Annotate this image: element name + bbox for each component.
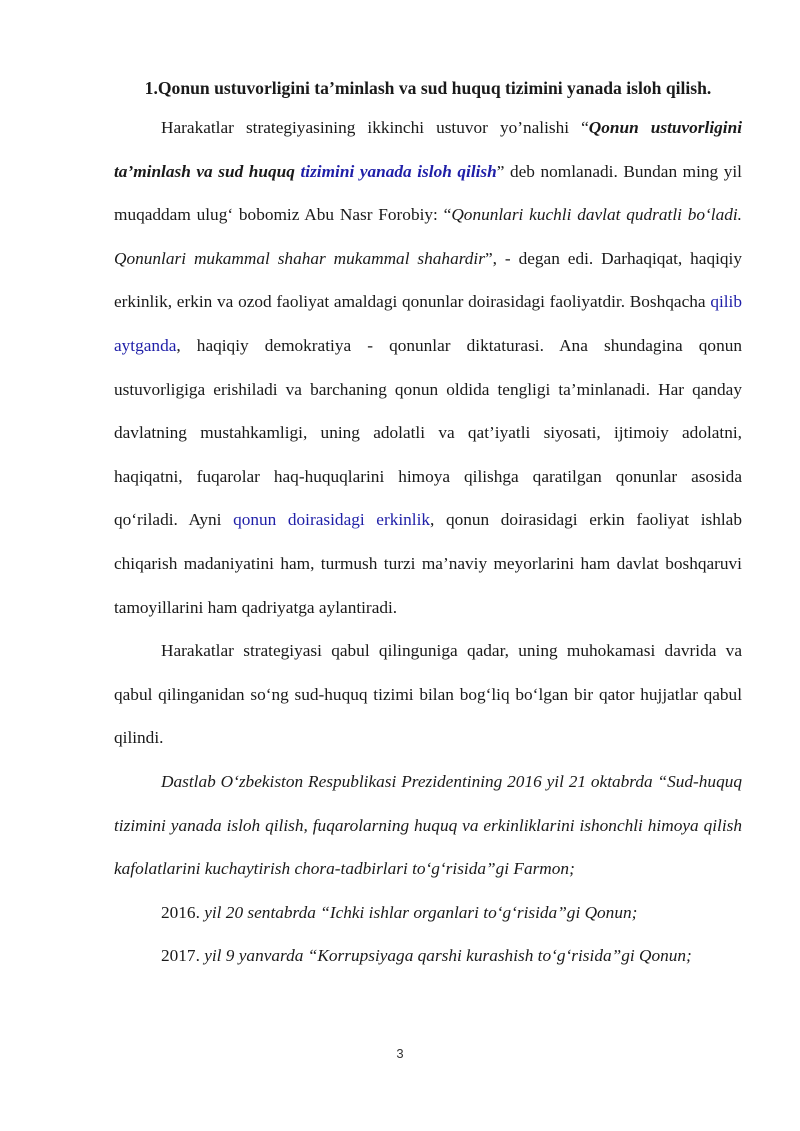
p1-text-5: , qonun doirasidagi erkin faoliyat ishlab chiqarish madaniyatini ham, turmush turzi ma’naviy meyorlarini ham davlat boshqaruvi tamoyillarini ham qadriyatga aylantiradi. — [114, 510, 742, 617]
p1-text-1: Harakatlar strategiyasining ikkinchi ustuvor yo’nalishi “ — [161, 118, 589, 137]
p1-bold-title: Qonun ustuvorligini ta’minlash va sud huquq — [114, 118, 742, 181]
paragraph-decree-2016: Dastlab O‘zbekiston Respublikasi Prezidentining 2016 yil 21 oktabrda “Sud-huquq tizimini yanada isloh qilish, fuqarolarning huquq va erkinliklarini ishonchli himoya qilish kafolatlarini kuchaytirish chora-tadbirlari to‘g‘risida”gi Farmon; — [114, 771, 742, 879]
section-heading: 1.Qonun ustuvorligini ta’minlash va sud huquq tizimini yanada isloh qilish. — [144, 78, 712, 98]
p5-year: 2017. — [161, 946, 200, 966]
paragraph-documents-intro: Harakatlar strategiyasi qabul qilinguniga qadar, uning muhokamasi davrida va qabul qilinganidan so‘ng sud-huquq tizimi bilan bog‘liq bo‘lgan bir qator hujjatlar qabul qilindi. — [114, 641, 742, 748]
p1-text-4: , haqiqiy demokratiya - qonunlar diktaturasi. Ana shundagina qonun ustuvorligiga erishiladi va barchaning qonun oldida tengligi ta’minlanadi. Har qanday davlatning mustahkamligi, uning adolatli va qat’iyatli siyosati, ijtimoiy adolatni, haqiqatni, fuqarolar haq-huquqlarini himoya qilishga qaratilgan qonunlar asosida qo‘riladi. Ayni — [114, 335, 742, 530]
paragraph-law-2016 — [114, 891, 742, 935]
page-number: 3 — [396, 1046, 404, 1061]
p1-blue-phrase-1: qilib aytganda — [114, 292, 742, 355]
p1-bold-title-link: tizimini yanada isloh qilish — [300, 161, 497, 181]
paragraph-strategy — [114, 106, 742, 629]
p1-blue-phrase-2: qonun doirasidagi erkinlik — [233, 510, 431, 530]
paragraph-law-2017 — [114, 934, 742, 978]
p1-text-2: ” deb nomlanadi. Bundan ming yil muqaddam ulug‘ bobomiz Abu Nasr Forobiy: “ — [114, 161, 742, 225]
p4-text: yil 20 sentabrda “Ichki ishlar organlari to‘g‘risida”gi Qonun; — [199, 902, 638, 922]
p1-text-3: ”, - degan edi. Darhaqiqat, haqiqiy erkinlik, erkin va ozod faoliyat amaldagi qonunlar doirasidagi faoliyatdir. Boshqacha — [114, 248, 743, 312]
p1-forobiy-quote: Qonunlari kuchli davlat qudratli bo‘ladi. Qonunlari mukammal shahar mukammal shahardir — [114, 205, 742, 268]
document-page — [114, 70, 742, 978]
p4-year: 2016. — [161, 902, 200, 922]
p5-text: yil 9 yanvarda “Korrupsiyaga qarshi kurashish to‘g‘risida”gi Qonun; — [199, 946, 692, 966]
